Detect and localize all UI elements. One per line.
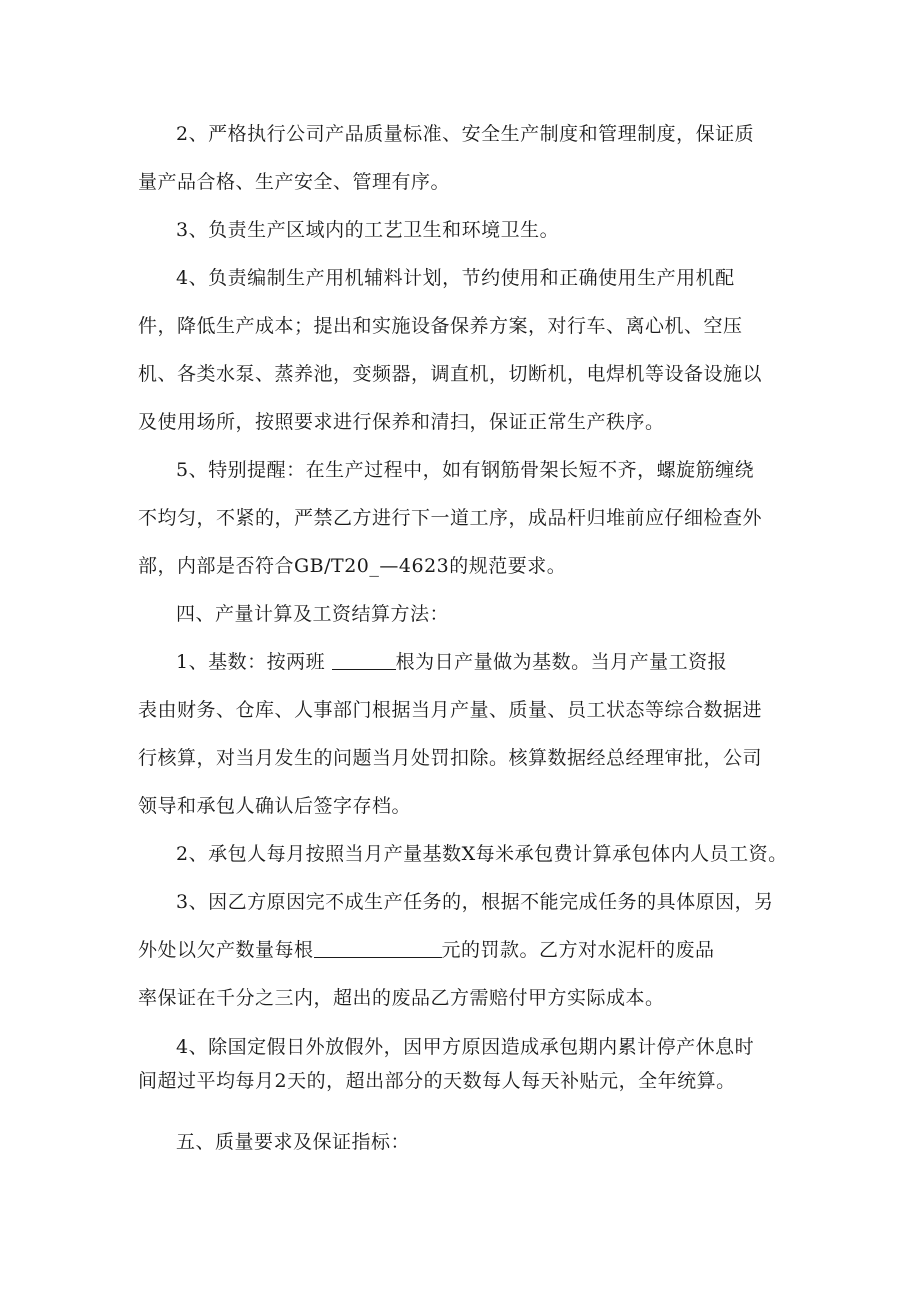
text-line	[138, 926, 798, 974]
text-line: 量产品合格、生产安全、管理有序。	[138, 171, 451, 193]
paragraph-holiday	[138, 1030, 798, 1098]
text-line: 行核算，对当月发生的问题当月处罚扣除。核算数据经总经理审批，公司	[138, 747, 763, 769]
text-line: 2、承包人每月按照当月产量基数X每米承包费计算承包体内人员工资。	[176, 843, 788, 865]
text-line: 5、特别提醒：在生产过程中，如有钢筋骨架长短不齐，螺旋筋缠绕	[176, 459, 755, 481]
text-line: 率保证在千分之三内，超出的废品乙方需赔付甲方实际成本。	[138, 987, 665, 1009]
text-fragment: 外处以欠产数量每根	[138, 939, 314, 961]
text-line: 领导和承包人确认后签字存档。	[138, 795, 412, 817]
text-line: 件，降低生产成本；提出和实施设备保养方案，对行车、离心机、空压	[138, 315, 743, 337]
text-line: 3、因乙方原因完不成生产任务的，根据不能完成任务的具体原因，另	[176, 891, 774, 913]
blank-underline	[332, 651, 396, 670]
text-line: 3、负责生产区域内的工艺卫生和环境卫生。	[176, 219, 560, 241]
text-line: 部，内部是否符合GB/T20_—4623的规范要求。	[138, 555, 567, 577]
text-line: 表由财务、仓库、人事部门根据当月产量、质量、员工状态等综合数据进	[138, 699, 763, 721]
paragraph-penalty	[138, 878, 798, 1022]
text-fragment: 元的罚款。乙方对水泥杆的废品	[441, 939, 715, 961]
text-fragment: 1、基数：按两班	[176, 651, 332, 673]
text-line: 机、各类水泵、蒸养池，变频器，调直机，切断机，电焊机等设备设施以	[138, 363, 763, 385]
text-fragment: 根为日产量做为基数。当月产量工资报	[395, 651, 728, 673]
section-heading-5	[138, 1118, 798, 1166]
text-line: 不均匀，不紧的，严禁乙方进行下一道工序，成品杆归堆前应仔细检查外	[138, 507, 763, 529]
heading-text: 五、质量要求及保证指标：	[176, 1131, 411, 1153]
paragraph-item-5	[138, 446, 798, 590]
text-line: 4、负责编制生产用机辅料计划，节约使用和正确使用生产用机配	[176, 267, 735, 289]
paragraph-item-2	[138, 110, 798, 206]
text-line: 及使用场所，按照要求进行保养和清扫，保证正常生产秩序。	[138, 411, 665, 433]
text-line: 间超过平均每月2天的，超出部分的天数每人每天补贴元，全年统算。	[138, 1070, 736, 1092]
text-line: 4、除国定假日外放假外，因甲方原因造成承包期内累计停产休息时	[176, 1036, 755, 1058]
blank-underline	[314, 939, 442, 958]
section-heading-4	[138, 590, 798, 638]
paragraph-wage	[138, 830, 798, 878]
paragraph-item-4	[138, 254, 798, 446]
heading-text: 四、产量计算及工资结算方法：	[176, 603, 450, 625]
paragraph-item-3	[138, 206, 798, 254]
text-line: 2、严格执行公司产品质量标准、安全生产制度和管理制度，保证质	[176, 123, 755, 145]
text-line	[138, 638, 798, 686]
paragraph-base-count	[138, 638, 798, 830]
